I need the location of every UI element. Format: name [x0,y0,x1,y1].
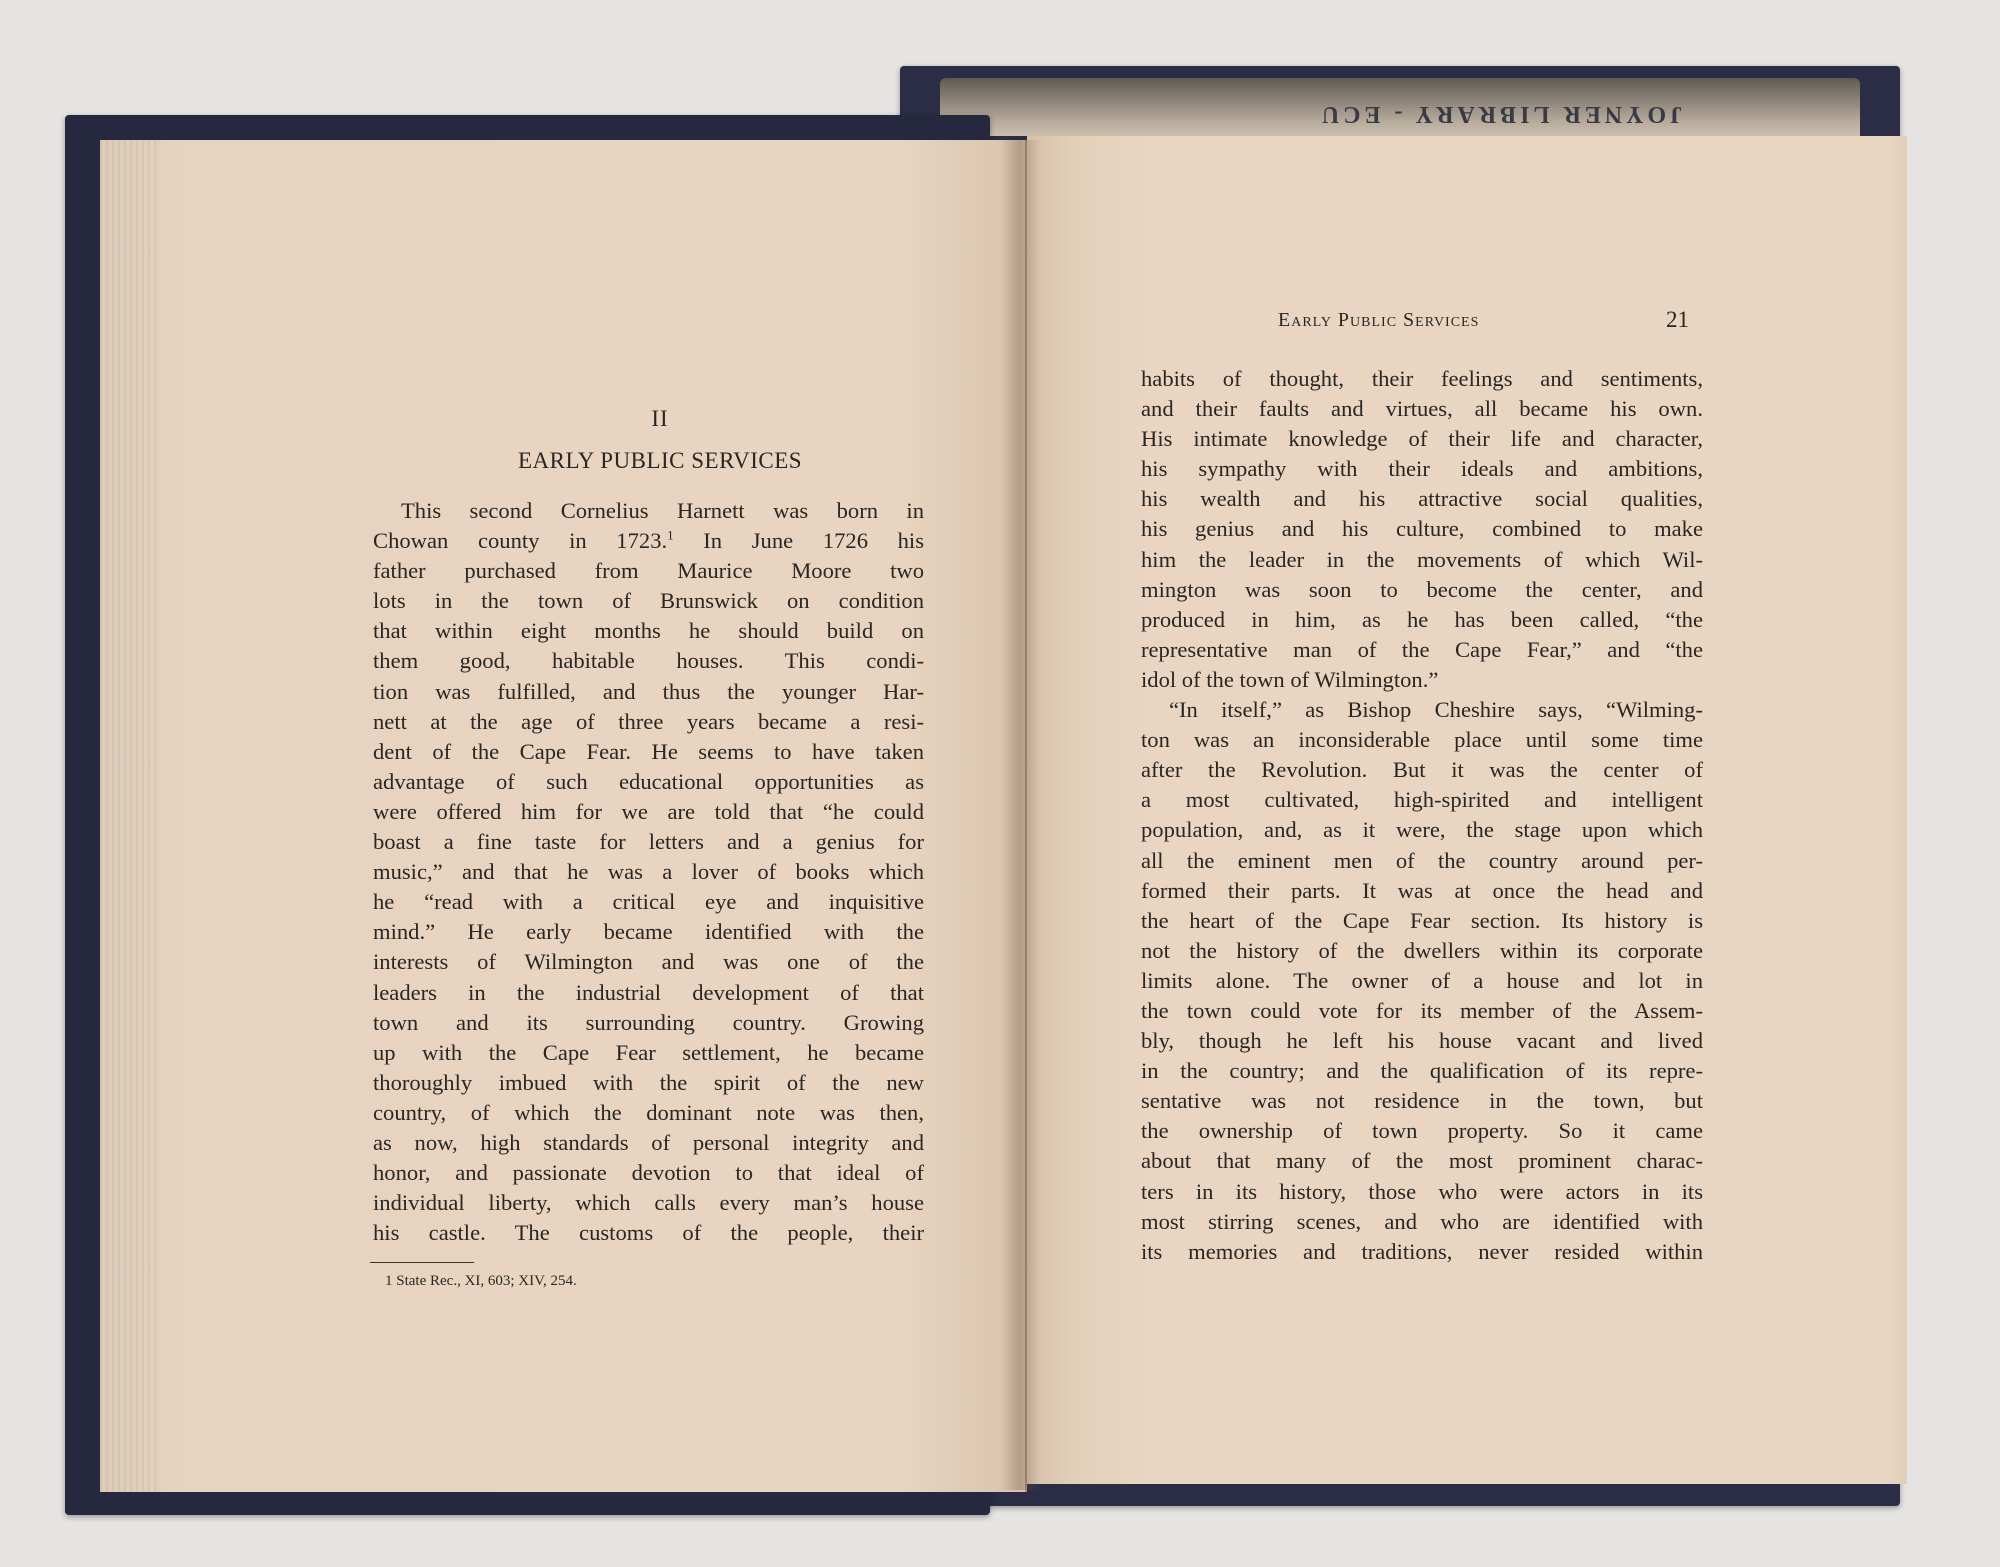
text-line: them good, habitable houses. This condi- [373,648,924,674]
text-line: sentative was not residence in the town, but [1141,1088,1703,1114]
text-line: “In itself,” as Bishop Cheshire says, “Wilming- [1169,697,1703,723]
text-line: advantage of such educational opportunities as [373,768,924,794]
text-line: a most cultivated, high-spirited and intelligent [1141,787,1703,813]
text-line: ton was an inconsiderable place until some time [1141,727,1703,753]
text-line: produced in him, as he has been called, “the [1141,606,1703,632]
chapter-number: II [651,406,669,431]
text-line: ters in its history, those who were actors in its [1141,1178,1703,1204]
page-block-top-edge [940,78,1860,136]
footnote-rule [370,1262,474,1263]
text-line: not the history of the dwellers within its corporate [1141,937,1703,963]
right-page-body [1141,364,1703,1267]
text-line: boast a fine taste for letters and a genius for [373,829,924,855]
text-line: limits alone. The owner of a house and lot in [1141,967,1703,993]
text-line: the heart of the Cape Fear section. Its history is [1141,907,1703,933]
text-line: his castle. The customs of the people, their [373,1220,924,1246]
text-line: bly, though he left his house vacant and lived [1141,1028,1703,1054]
text-line: representative man of the Cape Fear,” and “the [1141,636,1703,662]
text-line: his sympathy with their ideals and ambitions, [1141,456,1703,482]
text-line: he “read with a critical eye and inquisitive [373,889,924,915]
text-line: its memories and traditions, never resided within [1141,1238,1703,1264]
page-number: 21 [1666,307,1689,332]
text-line: all the eminent men of the country around per- [1141,847,1703,873]
text-line: thoroughly imbued with the spirit of the new [373,1069,924,1095]
running-head: Early Public Services [1278,309,1480,331]
text-line: nett at the age of three years became a resi- [373,708,924,734]
text-line: music,” and that he was a lover of books which [373,859,924,885]
footnote-reference: 1 [667,527,674,543]
chapter-title: EARLY PUBLIC SERVICES [517,448,803,473]
text-line: formed their parts. It was at once the head and [1141,877,1703,903]
text-line: that within eight months he should build on [373,618,924,644]
text-line: father purchased from Maurice Moore two [373,558,924,584]
text-line: and their faults and virtues, all became his own. [1141,396,1703,422]
text-line: individual liberty, which calls every man’s house [373,1190,924,1216]
text-line: honor, and passionate devotion to that ideal of [373,1160,924,1186]
text-line: dent of the Cape Fear. He seems to have taken [373,738,924,764]
text-line: population, and, as it were, the stage upon which [1141,817,1703,843]
text-line: country, of which the dominant note was then, [373,1099,924,1125]
text-line: the ownership of town property. So it came [1141,1118,1703,1144]
text-line: town and its surrounding country. Growing [373,1009,924,1035]
line-text: In June 1726 his [673,528,924,554]
text-line: mington was soon to become the center, and [1141,576,1703,602]
text-line: after the Revolution. But it was the center of [1141,757,1703,783]
footnote-text: State Rec., XI, 603; XIV, 254. [396,1273,577,1289]
text-line: the town could vote for its member of the Assem- [1141,997,1703,1023]
text-line: His intimate knowledge of their life and character, [1141,426,1703,452]
text-line: as now, high standards of personal integrity and [373,1129,924,1155]
text-line: most stirring scenes, and who are identified with [1141,1208,1703,1234]
text-line: lots in the town of Brunswick on condition [373,588,924,614]
line-text: Chowan county in 1723. [373,528,668,554]
text-line: were offered him for we are told that “he could [373,798,924,824]
text-line: leaders in the industrial development of that [373,979,924,1005]
text-line: tion was fulfilled, and thus the younger Har- [373,678,924,704]
text-line: about that many of the most prominent charac- [1141,1148,1703,1174]
text-line: in the country; and the qualification of its repre- [1141,1058,1703,1084]
text-line: his wealth and his attractive social qualities, [1141,486,1703,512]
text-line: interests of Wilmington and was one of the [373,949,924,975]
left-page-edges [100,140,160,1492]
text-line: idol of the town of Wilmington.” [1141,666,1439,692]
text-line: mind.” He early became identified with the [373,919,924,945]
library-stamp-text: JOYNER LIBRARY - ECU [1317,101,1683,127]
left-page-body [373,496,924,1248]
text-line: him the leader in the movements of which Wil- [1141,546,1703,572]
gutter [1000,140,1040,1490]
text-line: habits of thought, their feelings and sentiments, [1141,366,1703,391]
footnote-marker: 1 [385,1273,393,1289]
text-line: This second Cornelius Harnett was born in [401,498,924,523]
text-line [373,526,924,556]
footnote [385,1273,577,1290]
text-line: his genius and his culture, combined to make [1141,516,1703,542]
text-line: up with the Cape Fear settlement, he became [373,1039,924,1065]
